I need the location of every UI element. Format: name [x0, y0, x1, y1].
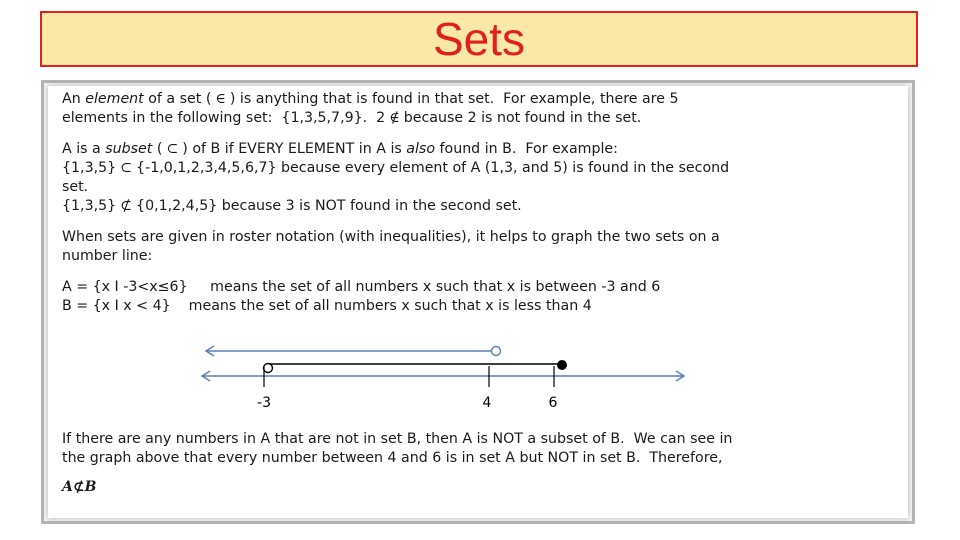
- conclusion-block: [62, 430, 902, 497]
- set-b-definition: B = {x I x < 4} means the set of all numbers x such that x is less than 4: [62, 298, 592, 314]
- set-b-open-endpoint: [492, 347, 501, 356]
- document-image: [48, 86, 908, 518]
- number-line-intro-line-1: When sets are given in roster notation (with inequalities), it helps to graph the two sets on a: [62, 229, 720, 245]
- tick-label-minus-3: -3: [257, 395, 271, 411]
- tick-label-6: 6: [548, 395, 558, 411]
- subset-definition-line-1: A is a subset ( ⊂ ) of B if EVERY ELEMENT in A is also found in B. For example:: [62, 141, 618, 157]
- conclusion-formula: A⊄B: [62, 479, 97, 495]
- element-definition-line-1: An element of a set ( ∈ ) is anything that is found in that set. For example, there are 5: [62, 91, 679, 107]
- slide-title-bar: [40, 11, 918, 67]
- not-subset-example-line: {1,3,5} ⊄ {0,1,2,4,5} because 3 is NOT found in the second set.: [62, 198, 522, 214]
- set-a-open-endpoint: [264, 364, 273, 373]
- conclusion-line-2: the graph above that every number between 4 and 6 is in set A but NOT in set B. Therefore,: [62, 450, 723, 466]
- tick-label-4: 4: [482, 395, 492, 411]
- element-definition-line-2: elements in the following set: {1,3,5,7,9}. 2 ∉ because 2 is not found in the set.: [62, 110, 642, 126]
- set-a-definition: A = {x I -3<x≤6} means the set of all numbers x such that x is between -3 and 6: [62, 279, 661, 295]
- element-of-symbol: ∈: [215, 91, 226, 107]
- subset-symbol: ⊂: [166, 141, 179, 157]
- set-a-closed-endpoint: [557, 360, 567, 370]
- number-line-intro-line-2: number line:: [62, 248, 153, 264]
- not-element-symbol: ∉: [389, 110, 400, 126]
- slide-title: Sets: [432, 13, 526, 65]
- conclusion-line-1: If there are any numbers in A that are not in set B, then A is NOT a subset of B. We can see in: [62, 431, 733, 447]
- subset-example-line: {1,3,5} ⊂ {-1,0,1,2,3,4,5,6,7} because every element of A (1,3, and 5) is found in the second: [62, 160, 730, 176]
- subset-symbol: ⊂: [120, 160, 133, 176]
- not-subset-symbol: ⊄: [120, 198, 133, 214]
- subset-example-continued: set.: [62, 179, 89, 195]
- number-line-graph: [198, 339, 698, 419]
- document-content: [62, 90, 902, 316]
